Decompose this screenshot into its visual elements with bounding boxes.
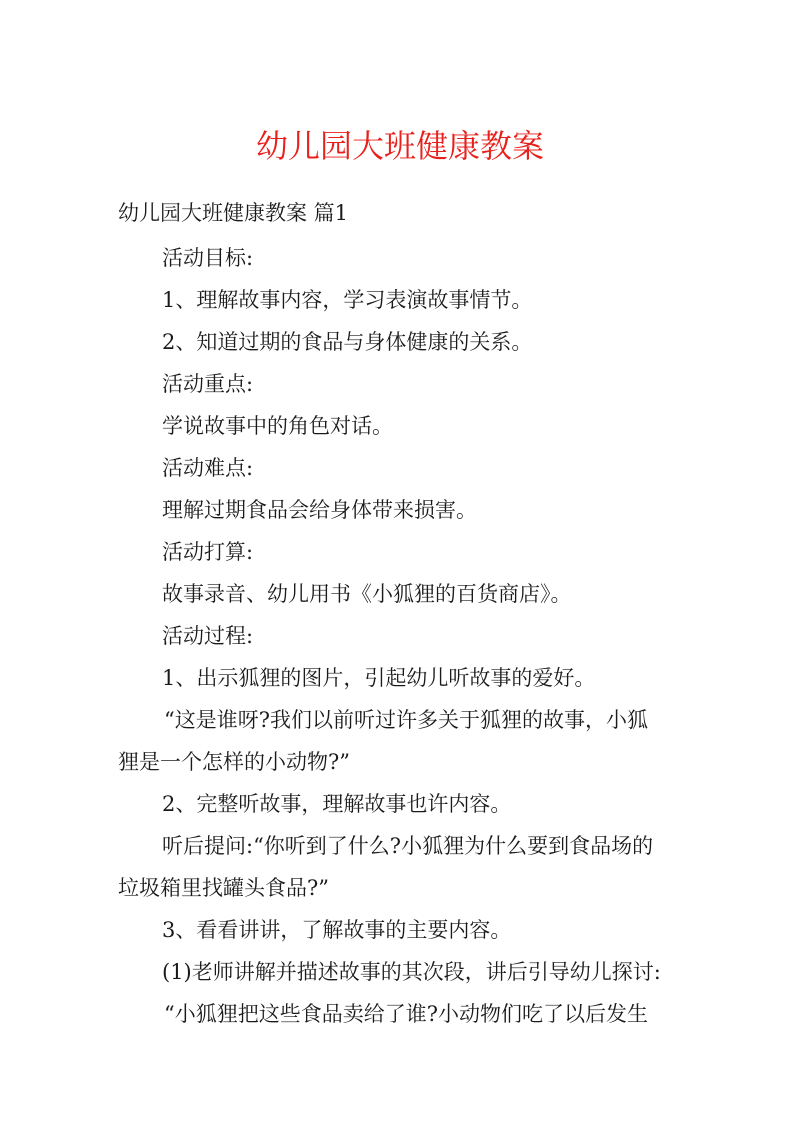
- paragraph-line: 理解过期食品会给身体带来损害。: [162, 498, 477, 522]
- paragraph-line: 活动重点:: [162, 372, 254, 396]
- paragraph-line: 活动难点:: [162, 456, 254, 480]
- paragraph-line: 活动目标:: [162, 246, 254, 270]
- paragraph-line: 2、知道过期的食品与身体健康的关系。: [162, 330, 533, 354]
- paragraph-line: 1、出示狐狸的图片，引起幼儿听故事的爱好。: [162, 666, 596, 690]
- section-heading: 幼儿园大班健康教案 篇1: [118, 201, 349, 225]
- paragraph-line: “小狐狸把这些食品卖给了谁?小动物们吃了以后发生: [164, 1002, 648, 1026]
- paragraph-line: 1、理解故事内容，学习表演故事情节。: [162, 288, 533, 312]
- paragraph-line: 听后提问:“你听到了什么?小狐狸为什么要到食品场的: [162, 834, 654, 858]
- paragraph-line: 故事录音、幼儿用书《小狐狸的百货商店》。: [162, 582, 572, 606]
- paragraph-line: 活动打算:: [162, 540, 254, 564]
- paragraph-line: (1)老师讲解并描述故事的其次段，讲后引导幼儿探讨:: [162, 960, 661, 984]
- paragraph-line: “这是谁呀?我们以前听过许多关于狐狸的故事，小狐: [164, 708, 648, 732]
- document-title: 幼儿园大班健康教案: [255, 127, 544, 165]
- paragraph-line: 活动过程:: [162, 624, 254, 648]
- paragraph-line: 狸是一个怎样的小动物?”: [118, 750, 350, 774]
- paragraph-line: 3、看看讲讲，了解故事的主要内容。: [162, 918, 512, 942]
- paragraph-line: 2、完整听故事，理解故事也许内容。: [162, 792, 512, 816]
- paragraph-line: 学说故事中的角色对话。: [162, 414, 393, 438]
- paragraph-line: 垃圾箱里找罐头食品?”: [118, 876, 329, 900]
